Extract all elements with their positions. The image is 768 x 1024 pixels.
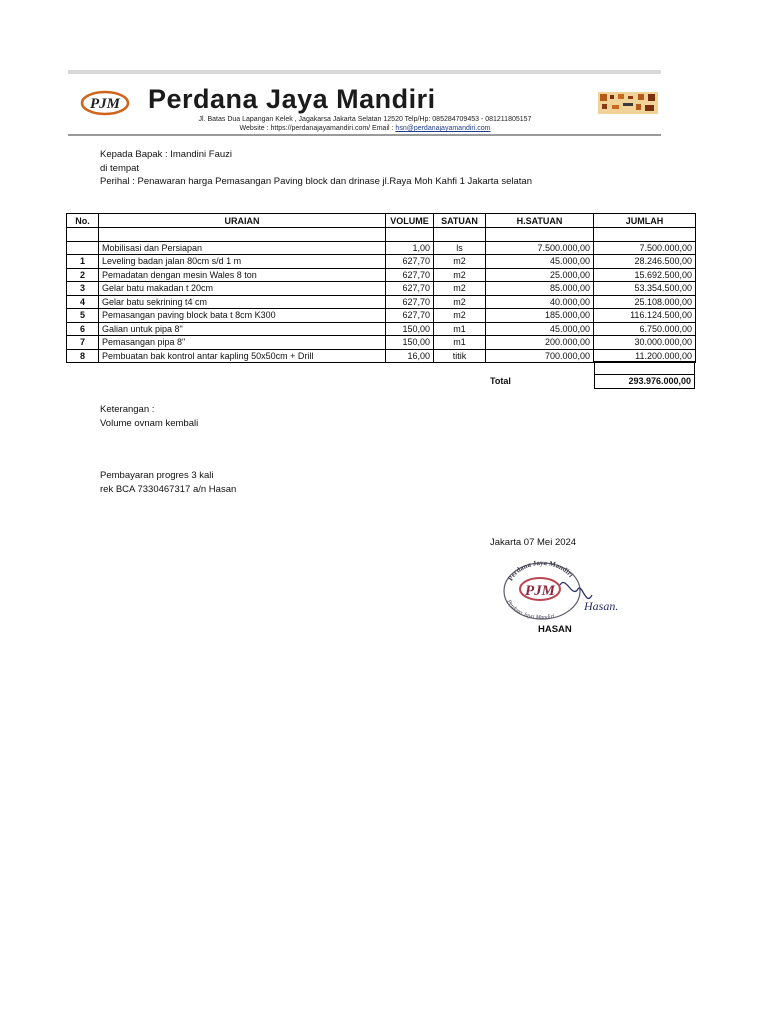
recipient-line: Kepada Bapak : Imandini Fauzi [100,149,233,160]
row-hsatuan: 40.000,00 [486,295,594,309]
table-header-row [67,214,696,228]
row-uraian: Galian untuk pipa 8" [99,322,386,336]
row-jumlah: 30.000.000,00 [594,336,696,350]
row-no: 3 [67,282,99,296]
header-hsatuan: H.SATUAN [486,214,594,228]
row-volume: 16,00 [386,349,434,363]
row-hsatuan: 200.000,00 [486,336,594,350]
row-volume: 627,70 [386,295,434,309]
row-no: 1 [67,255,99,269]
notes-heading: Keterangan : [100,404,155,415]
logo-text: PJM [90,96,120,112]
payment-section [100,469,236,496]
table-row [67,255,696,269]
row-hsatuan: 25.000,00 [486,268,594,282]
row-no: 5 [67,309,99,323]
header-satuan: SATUAN [434,214,486,228]
table-blank-row [67,228,696,242]
stamp-logo-text: PJM [525,583,555,599]
header-uraian: URAIAN [99,214,386,228]
table-row [67,295,696,309]
row-jumlah: 25.108.000,00 [594,295,696,309]
row-hsatuan: 700.000,00 [486,349,594,363]
row-no: 7 [67,336,99,350]
company-address: Jl. Batas Dua Lapangan Kelek , Jagakarsa Jakarta Selatan 12520 Telp/Hp: 085284709453 - 081211805157 [198,116,532,123]
row-no: 4 [67,295,99,309]
header-no: No. [67,214,99,228]
row-hsatuan: 45.000,00 [486,322,594,336]
letterhead-top-line [68,70,661,74]
signer-name: HASAN [538,624,572,635]
company-website-line [140,125,590,132]
row-uraian: Pemadatan dengan mesin Wales 8 ton [99,268,386,282]
row-no: 2 [67,268,99,282]
row-jumlah: 11.200.000,00 [594,349,696,363]
payment-terms: Pembayaran progres 3 kali [100,470,214,481]
total-value: 293.976.000,00 [594,374,695,389]
row-satuan: m2 [434,309,486,323]
row-volume: 1,00 [386,241,434,255]
row-jumlah: 6.750.000,00 [594,322,696,336]
bank-account: rek BCA 7330467317 a/n Hasan [100,483,237,495]
row-uraian: Gelar batu makadan t 20cm [99,282,386,296]
row-uraian: Pemasangan pipa 8" [99,336,386,350]
row-hsatuan: 185.000,00 [486,309,594,323]
website-text: Website : https://perdanajayamandiri.com/ Email : [239,125,394,132]
row-satuan: m2 [434,282,486,296]
row-volume: 627,70 [386,309,434,323]
quotation-table [66,213,696,363]
row-satuan: titik [434,349,486,363]
row-satuan: m1 [434,322,486,336]
header-volume: VOLUME [386,214,434,228]
table-row [67,336,696,350]
notes-text: Volume ovnam kembali [100,417,199,429]
company-name: Perdana Jaya Mandiri [148,84,436,114]
row-hsatuan: 45.000,00 [486,255,594,269]
row-satuan: ls [434,241,486,255]
row-volume: 627,70 [386,255,434,269]
total-box [594,361,695,389]
table-row [67,309,696,323]
total-box-spacer [594,361,695,374]
table-row [67,241,696,255]
row-jumlah: 28.246.500,00 [594,255,696,269]
table-row [67,268,696,282]
letterhead-rule [68,134,661,136]
row-satuan: m2 [434,295,486,309]
row-hsatuan: 85.000,00 [486,282,594,296]
letterhead [68,70,661,138]
row-satuan: m2 [434,255,486,269]
row-uraian: Mobilisasi dan Persiapan [99,241,386,255]
stamp-text-bottom: Perdana Jaya Mandiri [505,599,556,622]
subject-line: Perihal : Penawaran harga Pemasangan Paving block dan drinase jl.Raya Moh Kahfi 1 Jakarta selatan [100,176,532,187]
location-line: di tempat [100,162,140,174]
row-uraian: Pemasangan paving block bata t 8cm K300 [99,309,386,323]
row-volume: 627,70 [386,268,434,282]
company-logo [80,90,130,116]
row-uraian: Leveling badan jalan 80cm s/d 1 m [99,255,386,269]
handwritten-signature: Hasan. [584,599,619,613]
row-no [67,241,99,255]
row-volume: 150,00 [386,322,434,336]
email-link[interactable]: hsn@perdanajayamandiri.com [395,125,491,132]
svg-text:Perdana Jaya Mandiri [505,598,556,621]
qr-code-icon [598,92,658,114]
stamp-text-top: Perdana Jaya Mandiri [506,558,575,583]
row-volume: 150,00 [386,336,434,350]
total-label: Total [490,376,511,386]
header-jumlah: JUMLAH [594,214,696,228]
company-stamp-signature [500,555,625,625]
letter-intro [100,148,532,189]
row-uraian: Gelar batu sekrining t4 cm [99,295,386,309]
place-date: Jakarta 07 Mei 2024 [490,537,577,548]
table-row [67,282,696,296]
row-uraian: Pembuatan bak kontrol antar kapling 50x50cm + Drill [99,349,386,363]
row-jumlah: 116.124.500,00 [594,309,696,323]
row-no: 6 [67,322,99,336]
row-satuan: m2 [434,268,486,282]
row-hsatuan: 7.500.000,00 [486,241,594,255]
row-jumlah: 15.692.500,00 [594,268,696,282]
row-satuan: m1 [434,336,486,350]
table-row [67,322,696,336]
row-no: 8 [67,349,99,363]
row-jumlah: 53.354.500,00 [594,282,696,296]
row-jumlah: 7.500.000,00 [594,241,696,255]
row-volume: 627,70 [386,282,434,296]
notes-section [100,403,198,430]
